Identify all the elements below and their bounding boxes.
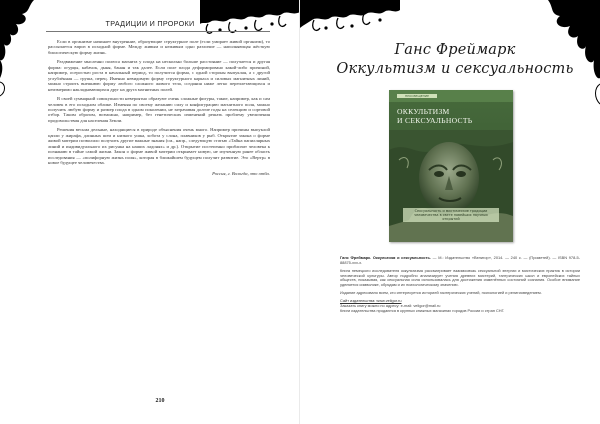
cover-title	[397, 108, 507, 125]
signature: Россия, г. Вологда, это отба.	[212, 170, 270, 176]
cover-stone-head-illustration-icon	[389, 130, 513, 242]
paragraph: Раздвижение мысленно полюса магнита у плода на несколько больше расстояние — получается и другая форма: огурцы, кабачок, дыня, банан и так далее. Если поле плода деформировано какой-либо причиной, например, осеростью роста в начальный период, то получится форма, с одной стороны выпуклая, а с другой углублённая — груша, перец. Именно невидимую форму структурного каркаса и силовых магнитных линий, можно строить внешнюю форму любого сложного живого тела, создания ниже легко переплетающихся и неизмеримо накладывающихся друг на друга магнитных полей.	[48, 59, 270, 92]
description-lead: Ганс Фреймарк. Оккультизм и сексуальность.	[340, 255, 431, 260]
cover-publisher: ПРОСВЕЩЕНИЕ	[397, 94, 437, 98]
description-paragraph: Издание адресовано всем, кто интересуется историей эзотерических учений, психологией и религиоведением.	[340, 290, 542, 296]
description-paragraph: Книга немецкого исследователя оккультизма рассматривает взаимосвязь сексуальной энергии и мистических практик в истории человеческой культуры. Автор подробно анализирует учения древних мистерий, тантрических школ и европейских тайных обществ, показывая, как сексуальная сила использовалась для достижения изменённых состояний сознания. Особое внимание уделяется символике, обрядам и их психологическому значению.	[340, 267, 580, 288]
book-cover	[389, 90, 513, 242]
ornament-top-left-icon	[0, 0, 46, 100]
description-lead-paragraph	[340, 256, 580, 265]
book-author: Ганс Фреймарк	[394, 42, 516, 58]
running-head: ТРАДИЦИИ И ПРОРОКИ	[105, 19, 195, 28]
cover-title-line: ОККУЛЬТИЗМ	[397, 107, 450, 116]
running-head-rule	[46, 31, 270, 32]
description-lead-rest: — М.: Издательство «Велигор», 2014. — 240 с. — (Прометей). — ISBN 978-5-88875-xxx-x.	[340, 255, 580, 265]
description-links	[340, 299, 580, 313]
page-number: 210	[155, 398, 165, 404]
book-description	[340, 256, 580, 317]
ornament-top-center-left-icon	[300, 0, 400, 44]
book-heading	[328, 42, 582, 78]
right-page	[300, 0, 600, 424]
article-body	[48, 39, 270, 176]
book-title: Оккультизм и сексуальность	[336, 61, 574, 77]
cover-caption: Сексуальность и мистические традиции человечества в свете новейших научных открытий	[403, 208, 499, 222]
paragraph: Если в организме начинает внутренние, образующие структурное поле (если умирает живой организм), то рассыпается вприз в исходной форме. Между живым и неживым одно различие — наполняющая жёсткую биологическую форму жизнь.	[48, 39, 270, 55]
order-info: Заказать книгу можно по адресу: e-mail: veligor@mail.ru	[340, 303, 441, 309]
publisher-site-link[interactable]: Сайт издательства: www.veligor.ru	[340, 298, 402, 304]
cover-title-line: И СЕКСУАЛЬНОСТЬ	[397, 115, 473, 125]
paragraph: Решения весьма дельные, находящиеся в природе объяснения очень много. Например причины выпуклой цапли у жирафа, длинных шеи и низкого ушка, хобота у слона, плавников у рыб. Открытие закона о форме живой материи позволило получить другие важные знания (см., напр., следующую статью «Тайна папиллярных линий и индивидуального их рисунка на наших ладонях» и др.). Открытие постепенно приблизит человека к познанию в тайне самой жизни. Закон о форме живой материи открывает новую, не изученную ранее область исследования — «полифорную жизнь поля», которая в ближайшем будущем получит развитие. Это «Вертр» в новое будущее человечества.	[48, 127, 270, 166]
paragraph: В своей суммарной совокупности невероятно образуют очень сложные фигуры, такие, например, как и сам человек в его исходном облике. Изменяя по своему желанию силу и конфигурацию магнитного поля, можно получить любую форму и размер плода в одном поколении, не затрачивая долгие годы на селекцию и сортовой отбор. Таким образом, возможно, например, без генетических изменений решать проблему увеличения продовольствия для населения Земли.	[48, 96, 270, 123]
distribution-info: Книги издательства продаются в крупных книжных магазинах городов России и стран СНГ.	[340, 307, 505, 313]
